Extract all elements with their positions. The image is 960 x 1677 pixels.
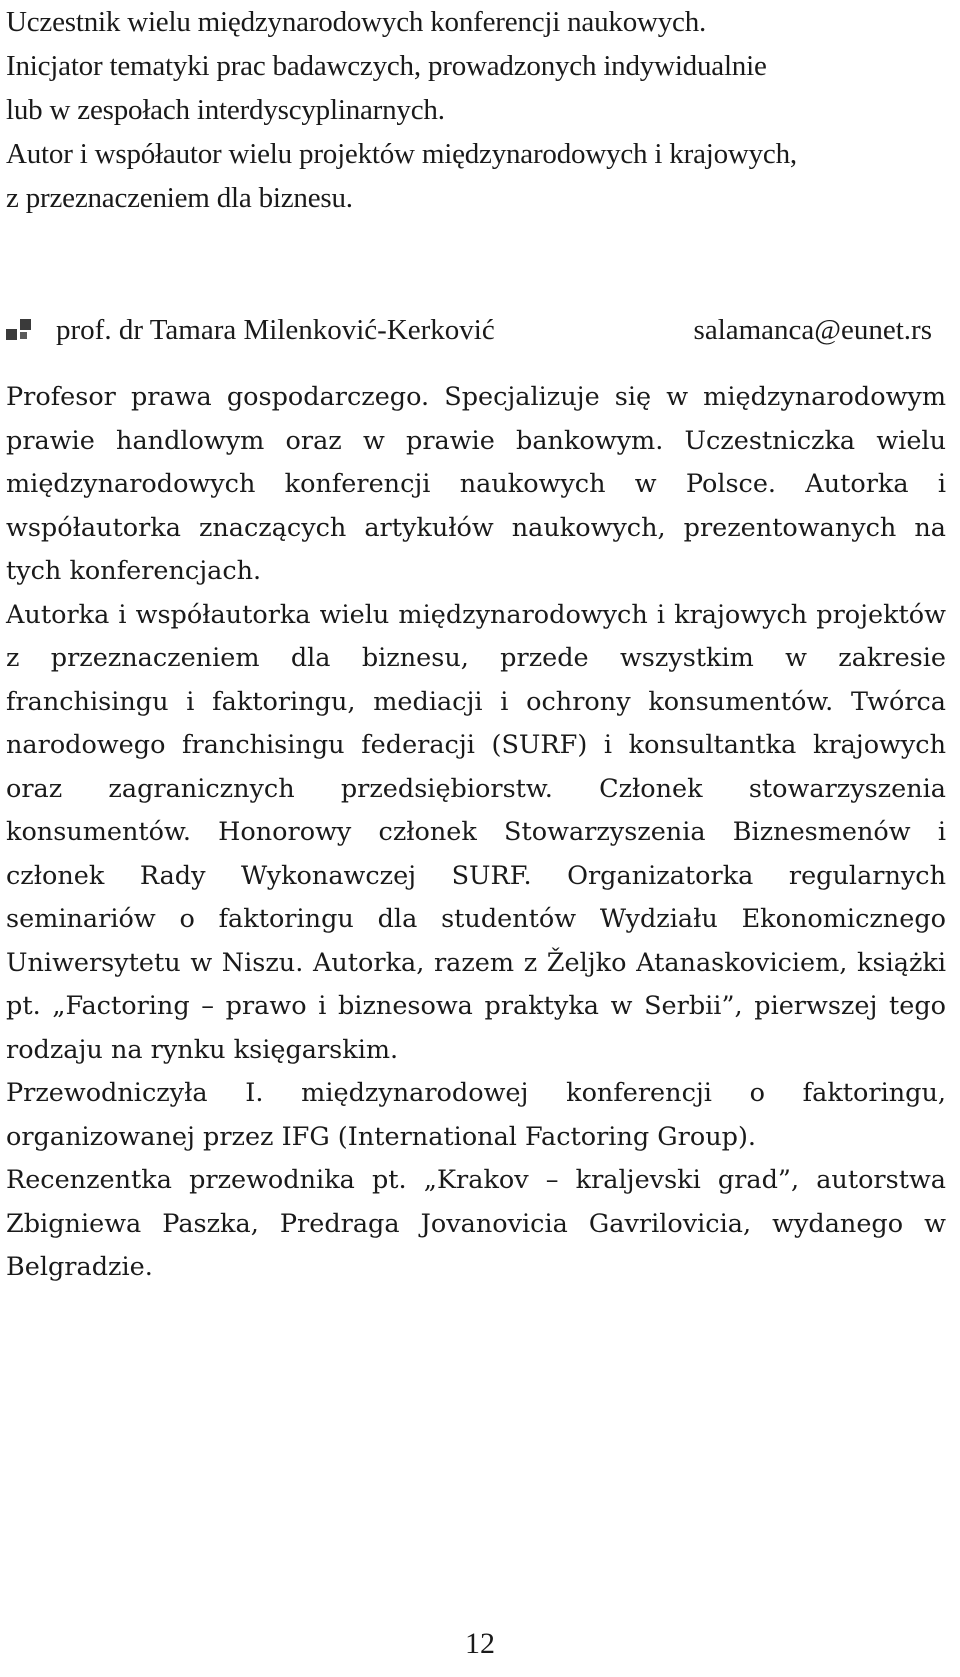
author-heading xyxy=(6,306,946,354)
square-bullet-icon xyxy=(6,316,32,344)
intro-line: lub w zespołach interdyscyplinarnych. xyxy=(6,94,445,126)
author-biography xyxy=(6,376,946,1290)
intro-line: Inicjator tematyki prac badawczych, prowadzonych indywidualnie xyxy=(6,50,767,82)
intro-line: Autor i współautor wielu projektów międzynarodowych i krajowych, xyxy=(6,138,797,170)
intro-line: Uczestnik wielu międzynarodowych konferencji naukowych. xyxy=(6,6,707,38)
intro-line: z przeznaczeniem dla biznesu. xyxy=(6,182,353,214)
bio-paragraph: Autorka i współautorka wielu międzynarodowych i krajowych projektów z przeznaczeniem dla biznesu, przede wszystkim w zakresie franchisingu i faktoringu, mediacji i ochrony konsumentów. Twórca narodowego franchisingu federacji (SURF) i konsultantka krajowych oraz zagranicznych przedsiębiorstw. Członek stowarzyszenia konsumentów. Honorowy członek Stowarzyszenia Biznesmenów i członek Rady Wykonawczej SURF. Organizatorka regularnych seminariów o faktoringu dla studentów Wydziału Ekonomicznego Uniwersytetu w Niszu. Autorka, razem z Željko Atanaskoviciem, książki pt. „Factoring – prawo i biznesowa praktyka w Serbii”, pierwszej tego rodzaju na rynku księgarskim. xyxy=(6,599,946,1065)
author-name: prof. dr Tamara Milenković-Kerković xyxy=(56,314,495,346)
author-email: salamanca@eunet.rs xyxy=(693,314,932,346)
intro-section xyxy=(6,0,946,220)
bio-paragraph: Recenzentka przewodnika pt. „Krakov – kraljevski grad”, autorstwa Zbigniewa Paszka, Predraga Jovanovicia Gavrilovicia, wydanego w Belgradzie. xyxy=(6,1165,946,1282)
page-number: 12 xyxy=(465,1627,495,1660)
bio-paragraph: Profesor prawa gospodarczego. Specjalizuje się w międzynarodowym prawie handlowym oraz w prawie bankowym. Uczestniczka wielu międzynarodowych konferencji naukowych w Polsce. Autorka i współautorka znaczących artykułów naukowych, prezentowanych na tych konferencjach. xyxy=(6,382,946,586)
bio-paragraph: Przewodniczyła I. międzynarodowej konferencji o faktoringu, organizowanej przez IFG (International Factoring Group). xyxy=(6,1078,946,1152)
